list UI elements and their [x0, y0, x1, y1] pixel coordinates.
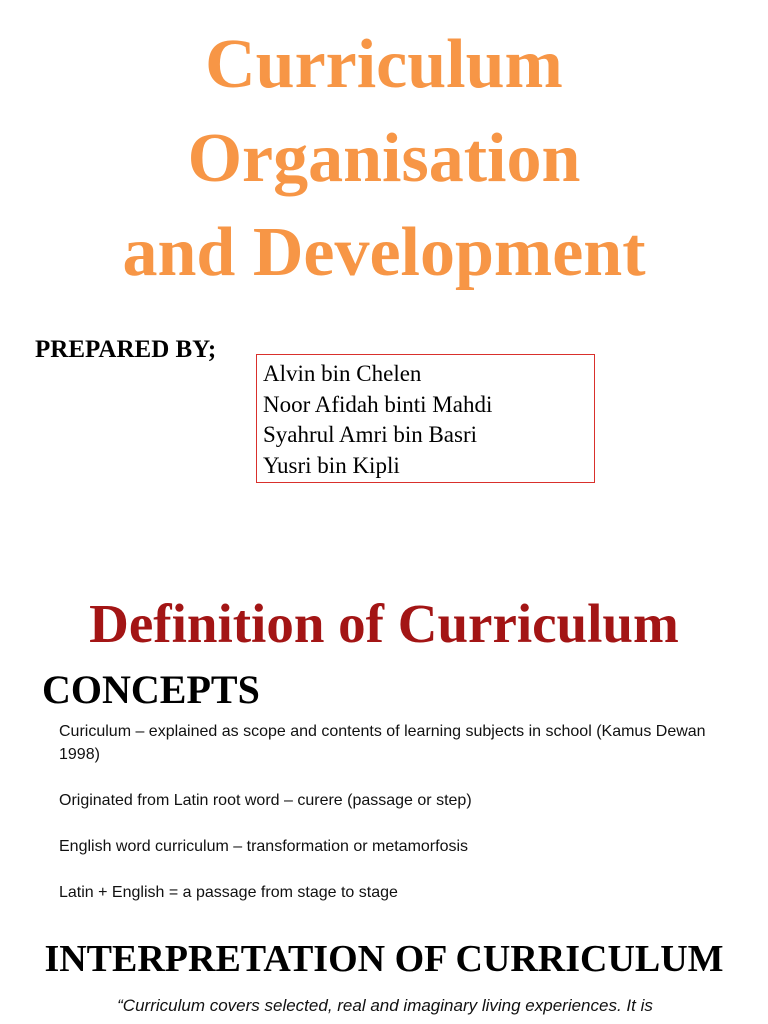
author-name: Alvin bin Chelen [263, 361, 422, 386]
author-name: Syahrul Amri bin Basri [263, 422, 478, 447]
authors-box [256, 354, 595, 483]
concepts-heading: CONCEPTS [42, 667, 260, 712]
interpretation-quote: “Curriculum covers selected, real and imaginary living experiences. It is [117, 996, 653, 1015]
title-line-3: and Development [122, 214, 646, 291]
author-name: Noor Afidah binti Mahdi [263, 391, 493, 417]
interpretation-heading: INTERPRETATION OF CURRICULUM [44, 938, 724, 980]
author-name: Yusri bin Kipli [263, 452, 400, 478]
title-line-1: Curriculum [205, 26, 563, 103]
concept-item: English word curriculum – transformation or metamorfosis [59, 838, 469, 855]
concept-item: Originated from Latin root word – curere (passage or step) [59, 792, 472, 809]
concept-item: Curiculum – explained as scope and contents of learning subjects in school (Kamus Dewan 1998) [59, 723, 706, 763]
slide-title [0, 18, 768, 300]
title-line-2: Organisation [187, 120, 581, 197]
definition-heading: Definition of Curriculum [89, 593, 679, 654]
prepared-by-label: PREPARED BY; [35, 336, 217, 363]
concept-item: Latin + English = a passage from stage to stage [59, 884, 398, 901]
